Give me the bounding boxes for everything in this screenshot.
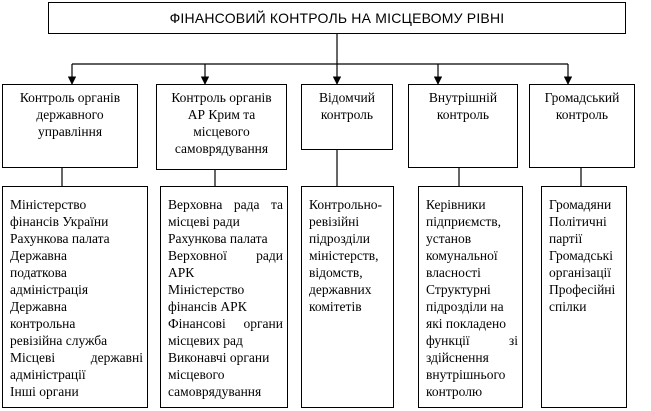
list-item: міністерств, (309, 248, 379, 263)
list-item: установ (426, 231, 472, 246)
list-item: ревізійна служба (10, 333, 108, 348)
list-item: місцевих рад (168, 333, 243, 348)
list-item: Рахункова палата (168, 231, 268, 246)
list-item: комітетів (309, 299, 362, 314)
list-item: комунальної (426, 248, 498, 263)
list-item: адміністрації (10, 367, 86, 382)
category-label: Внутрішній контроль (428, 90, 498, 122)
category-box-2 (156, 84, 287, 170)
list-item: організації (549, 265, 612, 280)
list-item: власності (426, 265, 481, 280)
members-list-2 (160, 186, 288, 408)
category-label: Громадський контроль (544, 90, 620, 122)
category-box-1 (2, 84, 138, 168)
members-list-3 (301, 186, 394, 408)
list-item: фінансів АРК (168, 299, 247, 314)
list-item: АРК (168, 265, 195, 280)
list-item: Громадські (549, 248, 613, 263)
list-item: адміністрація (10, 282, 89, 297)
list-item: самоврядування (168, 384, 262, 399)
list-item: ревізійні (309, 214, 360, 229)
list-item: партії (549, 231, 583, 246)
list-item: Міністерство (168, 282, 245, 297)
list-item: Громадяни (549, 197, 612, 212)
list-item: підприємств, (426, 214, 502, 229)
list-item: Професійні (549, 282, 616, 297)
list-item: Міністерство (10, 197, 87, 212)
list-item: фінансів України (10, 214, 109, 229)
list-item: підрозділи на (426, 299, 504, 314)
members-list-4 (418, 186, 523, 408)
category-box-3 (301, 84, 393, 150)
list-item: місцевого (168, 367, 225, 382)
category-box-5 (529, 84, 635, 168)
list-item: спілки (549, 299, 587, 314)
list-item: Державна (10, 248, 68, 263)
list-item: Контрольно- (309, 197, 383, 212)
list-item: внутрішнього (426, 367, 506, 382)
list-item: Рахункова палата (10, 231, 110, 246)
list-item: здійснення (426, 350, 489, 365)
list-item: Виконавчі органи (168, 350, 270, 365)
list-item: контролю (426, 384, 483, 399)
diagram-title: ФІНАНСОВИЙ КОНТРОЛЬ НА МІСЦЕВОМУ РІВНІ (48, 2, 626, 34)
list-item: Верховна рада та (168, 197, 283, 212)
list-item: контрольна (10, 316, 76, 331)
members-list-5 (541, 186, 627, 408)
list-item: Політичні (549, 214, 607, 229)
list-item: місцеві ради (168, 214, 240, 229)
category-box-4 (408, 84, 518, 168)
list-item: підрозділи (309, 231, 371, 246)
list-item: які покладено (426, 316, 506, 331)
category-label: Контроль органів АР Крим та місцевого самоврядування (171, 90, 272, 156)
list-item: Інші органи (10, 384, 79, 399)
list-item: функції зі (426, 333, 518, 348)
members-list-1 (2, 186, 148, 408)
list-item: Верховної ради (168, 248, 283, 263)
category-label: Відомчий контроль (319, 90, 375, 122)
list-item: Державна (10, 299, 68, 314)
list-item: державних (309, 282, 372, 297)
list-item: Керівники (426, 197, 486, 212)
list-item: відомств, (309, 265, 363, 280)
list-item: Структурні (426, 282, 491, 297)
list-item: Місцеві державні (10, 350, 143, 365)
category-label: Контроль органів державного управління (19, 90, 121, 139)
list-item: податкова (10, 265, 67, 280)
list-item: Фінансові органи (168, 316, 283, 331)
